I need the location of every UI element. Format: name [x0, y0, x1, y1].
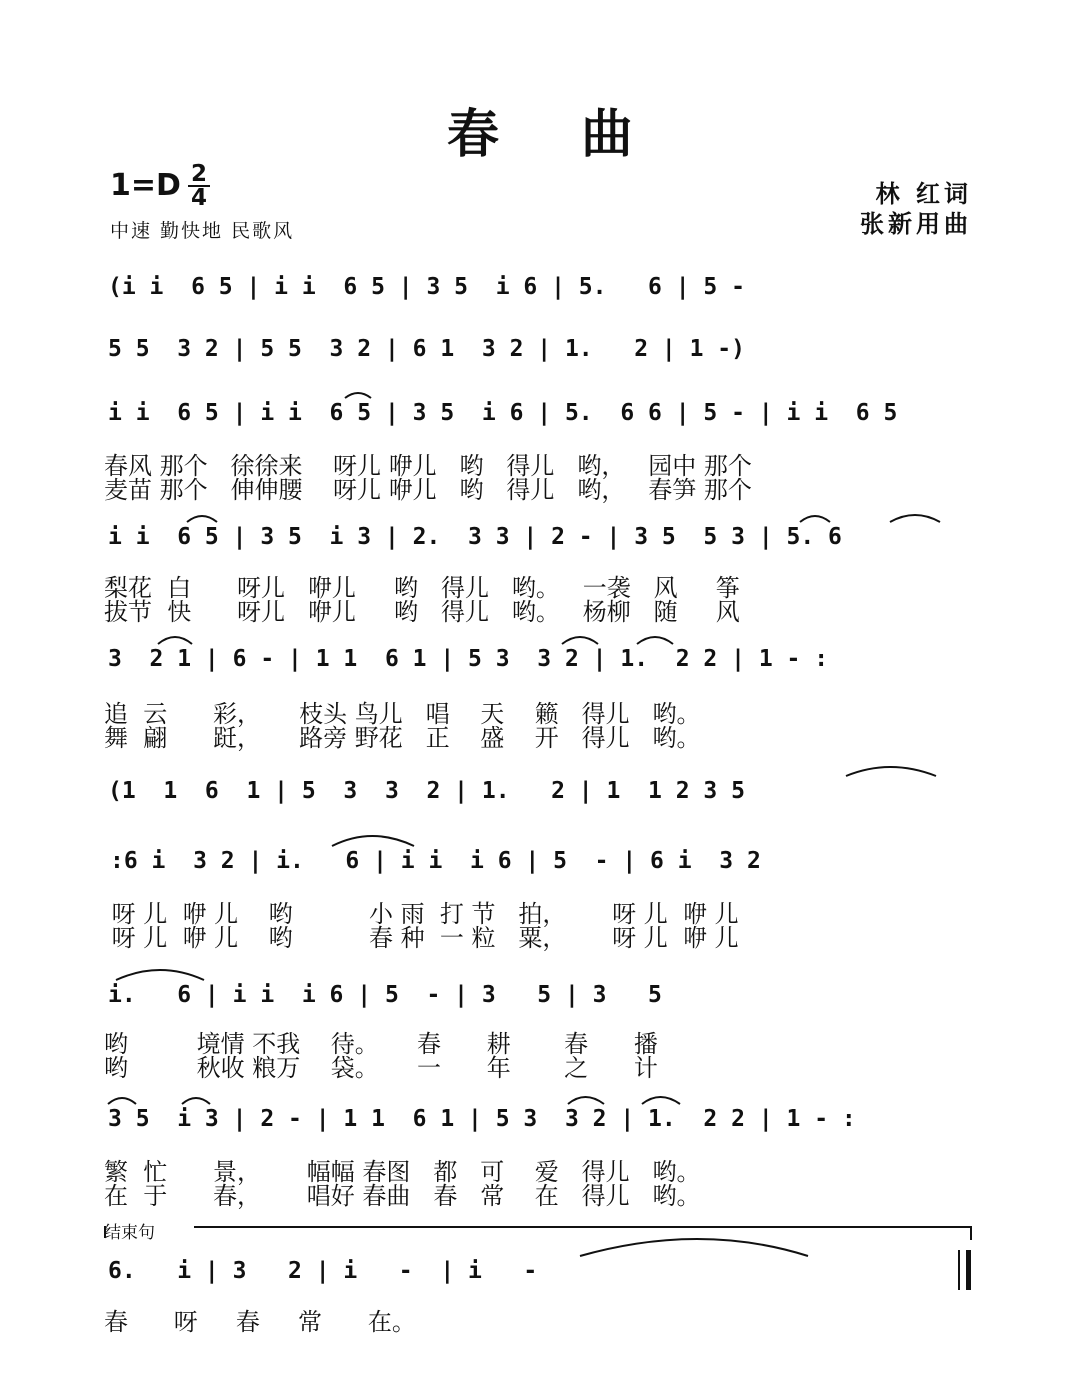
score-line-2 [0, 336, 1080, 372]
lyric-line: 舞 翩 跹， 路旁 野花 正 盛 开 得儿 哟。 [104, 724, 701, 752]
lyric-line: 呀 儿 咿 儿 哟 小 雨 打 节 拍， 呀 儿 咿 儿 [104, 900, 739, 928]
score-line-7 [0, 848, 1080, 884]
notes: 6. i | 3 2 | i - | i - [108, 1258, 538, 1284]
key-signature: 1=D [110, 168, 181, 203]
notes: (i i 6 5 | i i 6 5 | 3 5 i 6 | 5. 6 | 5 - [108, 274, 745, 300]
slur [182, 1098, 210, 1104]
slur [580, 1239, 808, 1256]
score-line-9 [0, 1106, 1080, 1142]
song-title: 春 曲 [446, 104, 666, 165]
slur [637, 637, 673, 644]
slur [562, 637, 598, 644]
ending-bracket-end [970, 1226, 972, 1240]
notes: (1 1 6 1 | 5 3 3 2 | 1. 2 | 1 1 2 3 5 [108, 778, 745, 804]
lyric-line: 在 于 春， 唱好 春曲 春 常 在 得儿 哟。 [104, 1182, 701, 1210]
notes: 3 2 1 | 6 - | 1 1 6 1 | 5 3 3 2 | 1. 2 2 | 1 - : [108, 646, 829, 672]
lyric-line: 哟 境情 不我 待。 春 耕 春 播 [104, 1030, 658, 1058]
slur [890, 515, 940, 522]
notes: 3 5 i 3 | 2 - | 1 1 6 1 | 5 3 3 2 | 1. 2 2 | 1 - : [108, 1106, 856, 1132]
ending-bracket [194, 1226, 970, 1228]
time-signature [186, 163, 212, 209]
lyric-line: 繁 忙 景， 幅幅 春图 都 可 爱 得儿 哟。 [104, 1158, 701, 1186]
notes: i. 6 | i i i 6 | 5 - | 3 5 | 3 5 [108, 982, 662, 1008]
composer-credit: 张新用曲 [860, 209, 972, 238]
notes: 5 5 3 2 | 5 5 3 2 | 6 1 3 2 | 1. 2 | 1 -) [108, 336, 745, 362]
tempo-marking: 中速 勤快地 民歌风 [110, 220, 295, 242]
lyricist-credit: 林 红词 [875, 179, 972, 208]
score-line-5 [0, 646, 1080, 682]
lyric-line: 呀 儿 咿 儿 哟 春 种 一 粒 粟， 呀 儿 咿 儿 [104, 924, 739, 952]
notes: :6 i 3 2 | i. 6 | i i i 6 | 5 - | 6 i 3 2 [110, 848, 761, 874]
score-line-3 [0, 400, 1080, 436]
score-line-6 [0, 778, 1080, 814]
slur [345, 393, 371, 398]
slur [116, 970, 204, 980]
slur [158, 637, 192, 644]
lyric-line: 追 云 彩， 枝头 鸟儿 唱 天 籁 得儿 哟。 [104, 700, 701, 728]
lyric-line: 拔节 快 呀儿 咿儿 哟 得儿 哟。 杨柳 随 风 [104, 598, 740, 626]
lyric-line: 麦苗 那个 伸伸腰 呀儿 咿儿 哟 得儿 哟， 春笋 那个 [104, 476, 752, 504]
notes: i i 6 5 | i i 6 5 | 3 5 i 6 | 5. 6 6 | 5 - | i i 6 5 [108, 400, 898, 426]
lyric-line: 哟 秋收 粮万 袋。 一 年 之 计 [104, 1054, 658, 1082]
slur [187, 516, 217, 522]
notes: i i 6 5 | 3 5 i 3 | 2. 3 3 | 2 - | 3 5 5 3 | 5. 6 [108, 524, 842, 550]
lyric-line: 春 呀 春 常 在。 [104, 1308, 416, 1336]
score-line-1 [0, 274, 1080, 310]
slur [846, 767, 936, 776]
slur [108, 1098, 136, 1104]
meter-top: 2 [190, 161, 207, 187]
score-line-10 [0, 1258, 1080, 1294]
slur [568, 1097, 604, 1104]
slur [332, 836, 414, 846]
meter-bottom: 4 [190, 185, 207, 211]
slur [800, 516, 830, 522]
lyric-line: 春风 那个 徐徐来 呀儿 咿儿 哟 得儿 哟， 园中 那个 [104, 452, 752, 480]
slur [642, 1097, 680, 1104]
lyric-line: 梨花 白 呀儿 咿儿 哟 得儿 哟。 一袭 风 筝 [104, 574, 740, 602]
score-line-8 [0, 982, 1080, 1018]
ending-label: 结束句 [104, 1223, 155, 1243]
score-line-4 [0, 524, 1080, 560]
ending-bracket-start [104, 1226, 106, 1238]
